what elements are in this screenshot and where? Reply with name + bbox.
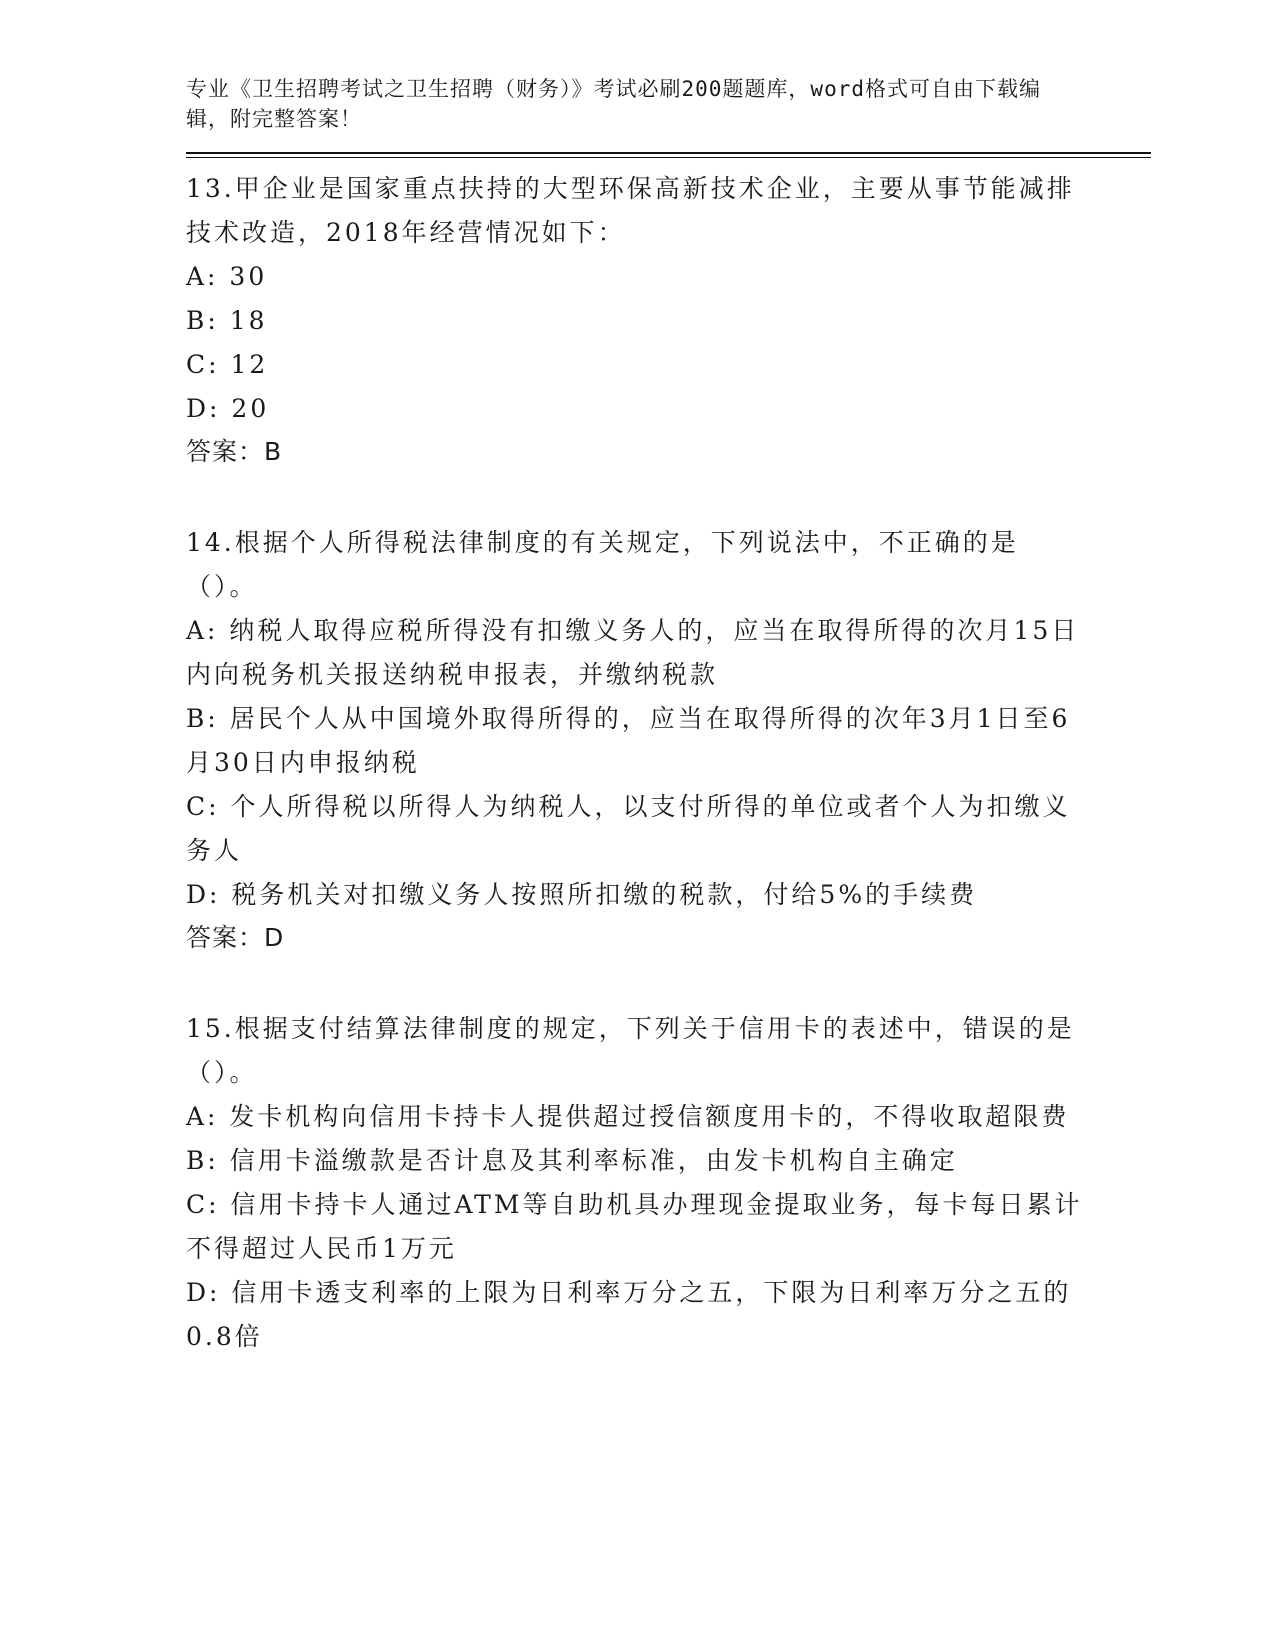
option-b: B: 18 <box>186 306 268 335</box>
option-c: C: 12 <box>186 350 269 379</box>
question-13 <box>186 167 1086 473</box>
option-a: A: 纳税人取得应税所得没有扣缴义务人的，应当在取得所得的次月15日内向税务机关报送纳税申报表，并缴纳税款 <box>186 616 1080 689</box>
option-d: D: 20 <box>186 394 270 423</box>
divider-thin-line <box>186 157 1151 158</box>
question-stem: 14.根据个人所得税法律制度的有关规定，下列说法中，不正确的是（）。 <box>186 528 1019 601</box>
option-c: C: 个人所得税以所得人为纳税人，以支付所得的单位或者个人为扣缴义务人 <box>186 792 1071 865</box>
option-a: A: 30 <box>186 262 268 291</box>
document-header: 专业《卫生招聘考试之卫生招聘（财务）》考试必刷200题题库，word格式可自由下载编辑，附完整答案！ <box>186 77 1041 131</box>
option-a: A: 发卡机构向信用卡持卡人提供超过授信额度用卡的，不得收取超限费 <box>186 1102 1070 1131</box>
question-stem: 13.甲企业是国家重点扶持的大型环保高新技术企业，主要从事节能减排技术改造，2018年经营情况如下： <box>186 174 1075 247</box>
option-d: D: 信用卡透支利率的上限为日利率万分之五，下限为日利率万分之五的0.8倍 <box>186 1278 1072 1351</box>
question-15 <box>186 1007 1086 1359</box>
question-stem: 15.根据支付结算法律制度的规定，下列关于信用卡的表述中，错误的是（）。 <box>186 1014 1075 1087</box>
answer-label: 答案：D <box>186 923 285 952</box>
divider-thick-line <box>186 152 1151 154</box>
header-divider <box>186 152 1151 158</box>
answer-label: 答案：B <box>186 437 283 466</box>
option-d: D: 税务机关对扣缴义务人按照所扣缴的税款，付给5%的手续费 <box>186 880 978 909</box>
document-page <box>186 74 1151 1359</box>
question-14 <box>186 521 1086 959</box>
option-b: B: 居民个人从中国境外取得所得的，应当在取得所得的次年3月1日至6月30日内申报纳税 <box>186 704 1071 777</box>
option-c: C: 信用卡持卡人通过ATM等自助机具办理现金提取业务，每卡每日累计不得超过人民币1万元 <box>186 1190 1083 1263</box>
option-b: B: 信用卡溢缴款是否计息及其利率标准，由发卡机构自主确定 <box>186 1146 958 1175</box>
